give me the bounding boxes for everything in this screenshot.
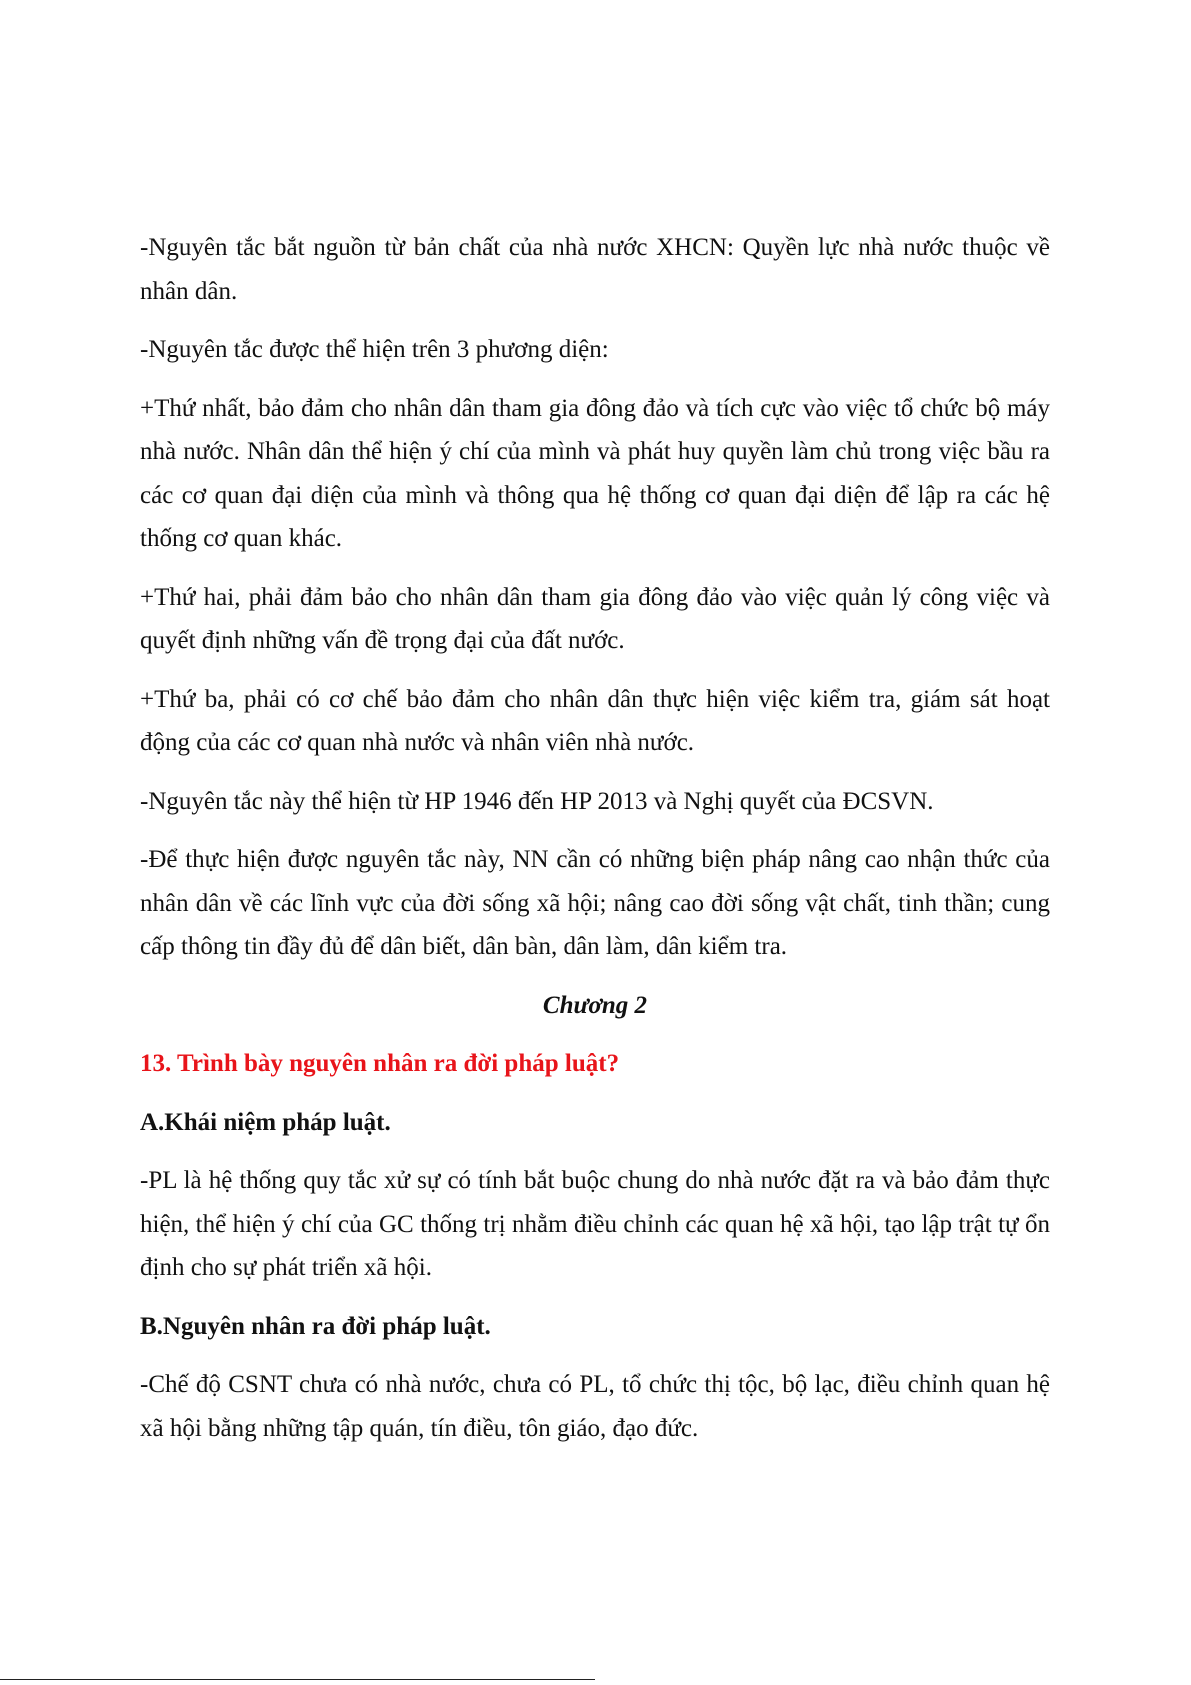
section-a-text: -PL là hệ thống quy tắc xử sự có tính bắt buộc chung do nhà nước đặt ra và bảo đảm thực hiện, thể hiện ý chí của GC thống trị nhằm điều chỉnh các quan hệ xã hội, tạo lập trật tự ổn định cho sự phát triển xã hội. — [140, 1167, 1050, 1281]
section-b-text: -Chế độ CSNT chưa có nhà nước, chưa có PL, tổ chức thị tộc, bộ lạc, điều chỉnh quan hệ xã hội bằng những tập quán, tín điều, tôn giáo, đạo đức. — [140, 1371, 1050, 1442]
paragraph-constitution-history: -Nguyên tắc này thể hiện từ HP 1946 đến HP 2013 và Nghị quyết của ĐCSVN. — [140, 787, 934, 815]
question-heading: 13. Trình bày nguyên nhân ra đời pháp luật? — [140, 1050, 620, 1077]
document-body — [140, 226, 1050, 1465]
chapter-title: Chương 2 — [542, 991, 648, 1019]
paragraph-three-aspects: -Nguyên tắc được thể hiện trên 3 phương diện: — [140, 336, 609, 363]
paragraph-first-aspect: +Thứ nhất, bảo đảm cho nhân dân tham gia đông đảo và tích cực vào việc tổ chức bộ máy nhà nước. Nhân dân thể hiện ý chí của mình và phát huy quyền làm chủ trong việc bầu ra các cơ quan đại diện của mình và thông qua hệ thống cơ quan đại diện để lập ra các hệ thống cơ quan khác. — [140, 394, 1050, 552]
paragraph-principle-origin: -Nguyên tắc bắt nguồn từ bản chất của nhà nước XHCN: Quyền lực nhà nước thuộc về nhân dân. — [140, 234, 1050, 305]
section-b-heading: B.Nguyên nhân ra đời pháp luật. — [140, 1312, 491, 1340]
paragraph-third-aspect: +Thứ ba, phải có cơ chế bảo đảm cho nhân dân thực hiện việc kiểm tra, giám sát hoạt động của các cơ quan nhà nước và nhân viên nhà nước. — [140, 685, 1050, 756]
paragraph-implementation-measures: -Để thực hiện được nguyên tắc này, NN cần có những biện pháp nâng cao nhận thức của nhân dân về các lĩnh vực của đời sống xã hội; nâng cao đời sống vật chất, tinh thần; cung cấp thông tin đầy đủ để dân biết, dân bàn, dân làm, dân kiểm tra. — [140, 846, 1050, 960]
section-a-heading: A.Khái niệm pháp luật. — [140, 1108, 391, 1136]
paragraph-second-aspect: +Thứ hai, phải đảm bảo cho nhân dân tham gia đông đảo vào việc quản lý công việc và quyết định những vấn đề trọng đại của đất nước. — [140, 583, 1050, 654]
footnote-divider — [0, 1679, 595, 1680]
